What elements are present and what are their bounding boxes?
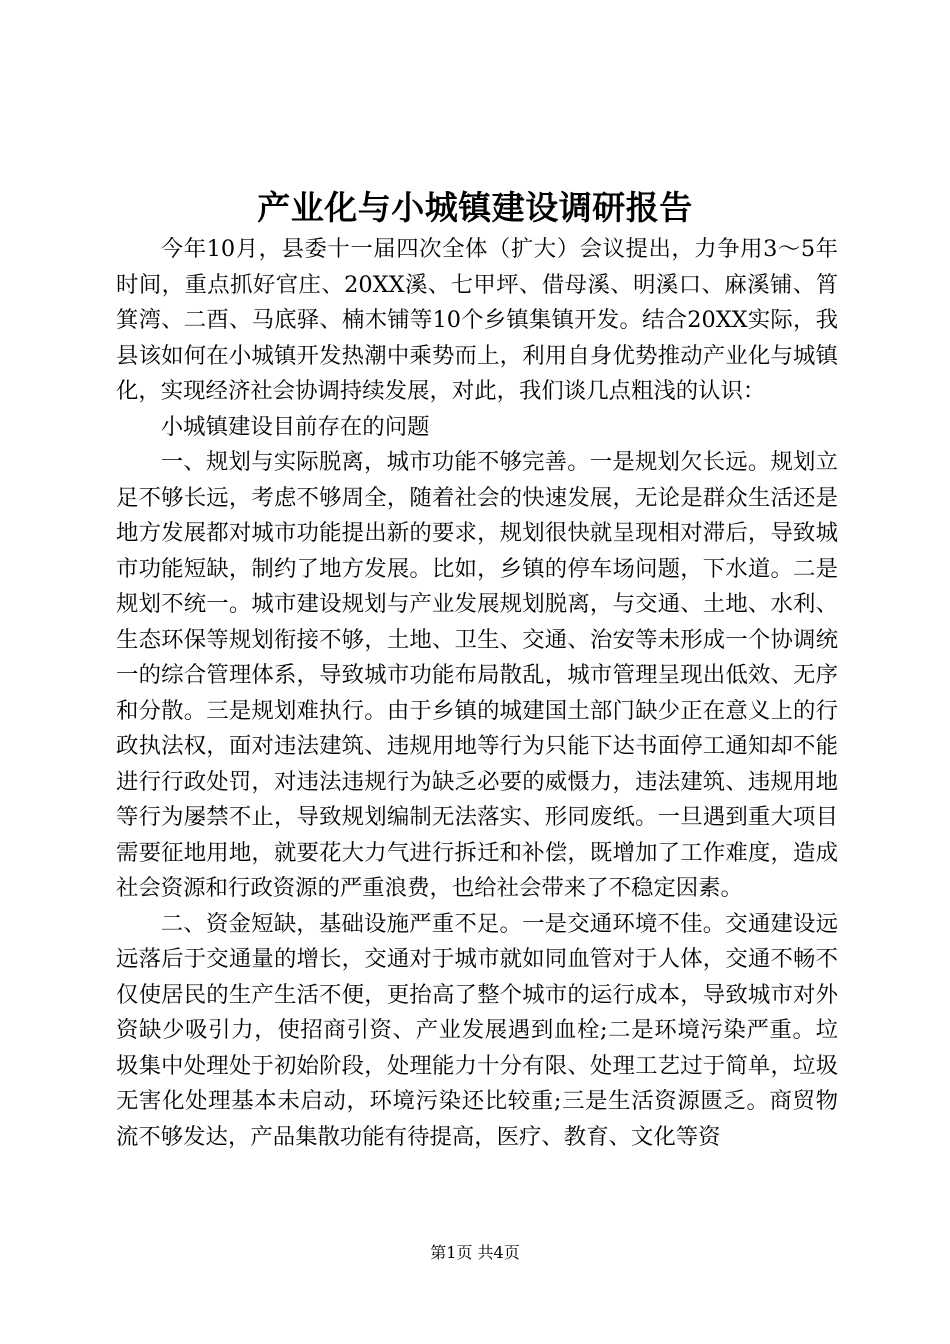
body-paragraph-funding: 二、资金短缺，基础设施严重不足。一是交通环境不佳。交通建设远远落后于交通量的增长，交通对于城市就如同血管对于人体，交通不畅不仅使居民的生产生活不便，更抬高了整个城市的运行成本，导致城市对外资缺少吸引力，使招商引资、产业发展遇到血栓;二是环境污染严重。垃圾集中处理处于初始阶段，处理能力十分有限、处理工艺过于简单，垃圾无害化处理基本未启动，环境污染还比较重;三是生活资源匮乏。商贸物流不够发达，产品集散功能有待提高，医疗、教育、文化等资 — [116, 910, 838, 1150]
body-paragraph-intro: 今年10月，县委十一届四次全体（扩大）会议提出，力争用3～5年时间，重点抓好官庄、20XX溪、七甲坪、借母溪、明溪口、麻溪铺、筲箕湾、二酉、马底驿、楠木铺等10个乡镇集镇开发。结合20XX实际，我县该如何在小城镇开发热潮中乘势而上，利用自身优势推动产业化与城镇化，实现经济社会协调持续发展，对此，我们谈几点粗浅的认识： — [116, 236, 838, 404]
document-body — [116, 232, 838, 1155]
body-paragraph-planning: 一、规划与实际脱离，城市功能不够完善。一是规划欠长远。规划立足不够长远，考虑不够周全，随着社会的快速发展，无论是群众生活还是地方发展都对城市功能提出新的要求，规划很快就呈现相对滞后，导致城市功能短缺，制约了地方发展。比如，乡镇的停车场问题，下水道。二是规划不统一。城市建设规划与产业发展规划脱离，与交通、土地、水利、生态环保等规划衔接不够，土地、卫生、交通、治安等未形成一个协调统一的综合管理体系，导致城市功能布局散乱，城市管理呈现出低效、无序和分散。三是规划难执行。由于乡镇的城建国土部门缺少正在意义上的行政执法权，面对违法建筑、违规用地等行为只能下达书面停工通知却不能进行行政处罚，对违法违规行为缺乏必要的威慑力，违法建筑、违规用地等行为屡禁不止，导致规划编制无法落实、形同废纸。一旦遇到重大项目需要征地用地，就要花大力气进行拆迁和补偿，既增加了工作难度，造成社会资源和行政资源的严重浪费，也给社会带来了不稳定因素。 — [116, 449, 838, 901]
page-footer: 第1页 共4页 — [430, 1243, 520, 1262]
document-title: 产业化与小城镇建设调研报告 — [257, 188, 693, 227]
section-heading-problems: 小城镇建设目前存在的问题 — [160, 413, 430, 440]
